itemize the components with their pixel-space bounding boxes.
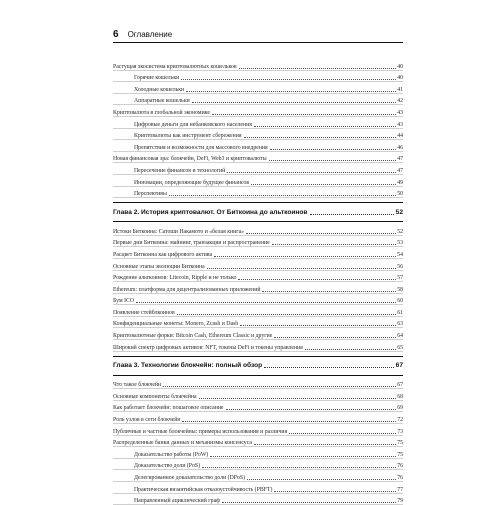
toc-entry-page: 47	[397, 156, 403, 163]
toc-entry-page: 75	[397, 440, 403, 447]
toc-entry-page: 43	[397, 109, 403, 116]
toc-entry-page: 57	[397, 275, 403, 282]
toc-entry-title: Распределенные банки данных и механизмы консенсуса	[113, 440, 252, 447]
toc-entry[interactable]	[113, 328, 403, 340]
toc-entry-page: 67	[397, 382, 403, 389]
toc-entry-title: Что такое блокчейн	[113, 382, 162, 389]
chapter-page: 67	[395, 362, 403, 370]
dot-leader	[274, 490, 396, 492]
toc-entry-title: Расцвет Биткоина как цифрового актива	[113, 251, 213, 258]
toc-entry-page: 68	[397, 393, 403, 400]
dot-leader	[264, 363, 393, 368]
toc-entry-page: 40	[397, 63, 403, 70]
toc-entry-title: Растущая экосистема криптовалютных кошельков	[113, 63, 237, 70]
toc-entry-page: 41	[397, 86, 403, 93]
chapter-title: Глава 2. История криптовалют. От Биткоина до альткоинов	[113, 208, 308, 216]
page-header-title: Оглавление	[127, 29, 173, 39]
toc-entry-title: Доказательство доли (PoS)	[134, 463, 201, 470]
toc-entry[interactable]	[113, 436, 403, 448]
toc-entry-title: Делегированное доказательство доли (DPoS)	[134, 475, 246, 481]
toc-entry-page: 65	[397, 344, 403, 351]
toc-subentry[interactable]	[113, 94, 403, 106]
toc-entry-title: Инновации, определяющие будущее финансов	[134, 179, 250, 186]
dot-leader	[251, 183, 396, 185]
toc-entry[interactable]	[113, 389, 403, 401]
toc-entry-title: Рождение альткоинов: Litecoin, Ripple и не только	[113, 275, 237, 282]
toc-entry[interactable]	[113, 236, 403, 248]
toc-entry[interactable]	[113, 305, 403, 317]
toc-entry-page: 46	[397, 144, 403, 151]
toc-entry-title: Новая финансовая эра: блокчейн, DeFi, Web3 и криптовалюты	[113, 156, 267, 163]
toc-entry-title: Доказательство работы (PoW)	[134, 451, 209, 458]
toc-subentry[interactable]	[113, 482, 403, 494]
toc-entry-page: 43	[397, 121, 403, 128]
toc-entry-page: 58	[397, 286, 403, 293]
dot-leader	[210, 455, 396, 457]
toc-entry-title: Горячие кошельки	[134, 75, 180, 82]
toc-entry[interactable]	[113, 259, 403, 271]
dot-leader	[212, 113, 396, 115]
toc-subentry[interactable]	[113, 71, 403, 83]
dot-leader	[240, 324, 396, 326]
dot-leader	[214, 255, 396, 257]
dot-leader	[305, 348, 396, 350]
dot-leader	[163, 385, 396, 387]
toc-entry[interactable]	[113, 105, 403, 117]
toc-entry[interactable]	[113, 401, 403, 413]
dot-leader	[254, 443, 396, 445]
dot-leader	[254, 125, 396, 127]
toc-entry-title: Холодные кошельки	[134, 86, 185, 93]
toc-subentry[interactable]	[113, 470, 403, 482]
toc-entry-page: 79	[397, 498, 403, 505]
toc-subentry[interactable]	[113, 163, 403, 175]
toc-entry-page: 60	[397, 298, 403, 305]
dot-leader	[262, 290, 396, 292]
toc-subentry[interactable]	[113, 459, 403, 471]
dot-leader	[270, 148, 397, 150]
dot-leader	[274, 336, 396, 338]
dot-leader	[227, 171, 396, 173]
toc-entry[interactable]	[113, 424, 403, 436]
toc-entry-title: Появление стейблкоинов	[113, 309, 175, 316]
toc-entry-title: Конфиденциальные монеты: Monero, Zcash и Dash	[113, 321, 239, 328]
toc-subentry[interactable]	[113, 494, 403, 505]
chapter-heading[interactable]	[113, 356, 403, 376]
toc-entry-page: 49	[397, 179, 403, 186]
table-of-contents	[113, 59, 403, 505]
toc-subentry[interactable]	[113, 82, 403, 94]
toc-entry-page: 50	[397, 191, 403, 198]
dot-leader	[272, 243, 396, 245]
toc-entry[interactable]	[113, 282, 403, 294]
chapter-title: Глава 3. Технологии блокчейн: полный обзор	[113, 362, 263, 370]
toc-entry-title: Криптовалюты как инструмент сбережения	[134, 133, 242, 140]
dot-leader	[186, 90, 396, 92]
toc-entry-title: Роль узлов в сети блокчейн	[113, 417, 181, 424]
toc-entry-page: 54	[397, 251, 403, 258]
running-header	[113, 28, 403, 40]
toc-subentry[interactable]	[113, 447, 403, 459]
dot-leader	[269, 159, 397, 161]
toc-entry[interactable]	[113, 294, 403, 306]
toc-subentry[interactable]	[113, 117, 403, 129]
toc-entry-title: Публичные и частные блокчейны: примеры использования и различия	[113, 428, 288, 435]
page-number: 6	[113, 28, 119, 40]
dot-leader	[169, 194, 396, 196]
toc-entry-page: 63	[397, 321, 403, 328]
header-rule	[113, 42, 403, 43]
toc-entry-page: 72	[397, 417, 403, 424]
toc-entry-page: 42	[397, 98, 403, 105]
toc-entry-title: Основные компоненты блокчейна	[113, 393, 197, 400]
dot-leader	[222, 501, 396, 503]
dot-leader	[247, 478, 396, 480]
toc-entry[interactable]	[113, 340, 403, 352]
toc-entry-page: 76	[397, 463, 403, 470]
toc-entry-title: Препятствия и возможности для массового внедрения	[134, 144, 268, 151]
toc-entry-page: 47	[397, 167, 403, 174]
toc-entry-title: Направленный ациклический граф	[134, 498, 220, 505]
toc-entry[interactable]	[113, 317, 403, 329]
toc-entry-title: Основные этапы эволюции Биткоина	[113, 263, 205, 270]
toc-entry-page: 75	[397, 451, 403, 458]
toc-entry-title: Ethereum: платформа для децентрализованных приложений	[113, 286, 261, 293]
toc-entry-title: Пересечение финансов и технологий	[134, 167, 226, 174]
toc-entry-title: Истоки Биткоина: Сатоши Накамото и «белая книга»	[113, 228, 245, 235]
toc-entry-page: 77	[397, 486, 403, 493]
dot-leader	[181, 78, 396, 80]
toc-entry-title: Криптовалюта в глобальной экономике	[113, 109, 210, 116]
toc-entry-page: 61	[397, 309, 403, 316]
dot-leader	[310, 210, 394, 215]
toc-entry-title: Как работает блокчейн: пошаговое описание	[113, 405, 224, 412]
toc-entry[interactable]	[113, 59, 403, 71]
toc-entry-title: Аппаратные кошельки	[134, 98, 190, 105]
toc-entry[interactable]	[113, 247, 403, 259]
toc-entry-page: 69	[397, 405, 403, 412]
toc-subentry[interactable]	[113, 140, 403, 152]
toc-entry-title: Криптовалютные форки: Bitcoin Cash, Ethereum Classic и другие	[113, 333, 273, 340]
toc-entry-title: Первые дни Биткоина: майнинг, транзакции и распространение	[113, 240, 270, 247]
dot-leader	[238, 278, 396, 280]
toc-subentry[interactable]	[113, 175, 403, 187]
toc-entry-page: 76	[397, 475, 403, 481]
dot-leader	[136, 301, 396, 303]
toc-subentry[interactable]	[113, 187, 403, 199]
toc-entry[interactable]	[113, 271, 403, 283]
dot-leader	[246, 232, 396, 234]
toc-subentry[interactable]	[113, 129, 403, 141]
toc-entry-page: 44	[397, 133, 403, 140]
dot-leader	[192, 101, 396, 103]
dot-leader	[226, 408, 397, 410]
dot-leader	[182, 420, 396, 422]
toc-entry-title: Практическая византийская отказоустойчивость (PBFT)	[134, 486, 273, 493]
toc-entry-page: 53	[397, 240, 403, 247]
toc-entry-title: Бум ICO	[113, 298, 135, 305]
toc-entry[interactable]	[113, 378, 403, 390]
toc-entry[interactable]	[113, 412, 403, 424]
toc-entry-page: 64	[397, 333, 403, 340]
toc-entry-page: 73	[397, 428, 403, 435]
dot-leader	[244, 136, 397, 138]
toc-entry-page: 56	[397, 263, 403, 270]
dot-leader	[289, 432, 396, 434]
chapter-page: 52	[395, 208, 403, 216]
dot-leader	[202, 466, 396, 468]
toc-entry-page: 40	[397, 75, 403, 82]
toc-entry-title: Цифровые деньги для небанковского населения	[134, 121, 252, 128]
toc-entry[interactable]	[113, 224, 403, 236]
toc-entry-page: 52	[397, 228, 403, 235]
dot-leader	[199, 397, 397, 399]
toc-entry[interactable]	[113, 152, 403, 164]
chapter-heading[interactable]	[113, 202, 403, 222]
toc-entry-title: Широкий спектр цифровых активов: NFT, токены DeFi и токены управления	[113, 344, 303, 351]
toc-entry-title: Перспективы	[134, 191, 167, 198]
dot-leader	[207, 267, 397, 269]
dot-leader	[177, 313, 396, 315]
dot-leader	[239, 67, 397, 69]
